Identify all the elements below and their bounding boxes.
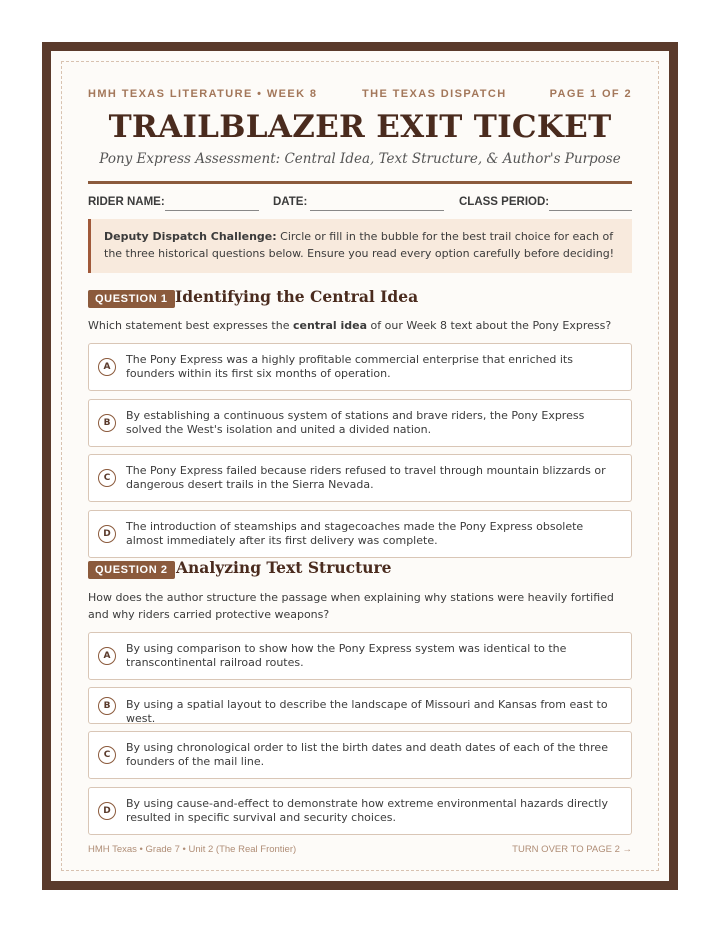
callout-text: Circle or fill in the bubble for the best trail choice for each of the three historical questions below. Ensure you read every option carefully before deciding! [104,230,615,260]
answer-bubble[interactable]: A [98,358,116,376]
question-1-title: Identifying the Central Idea [175,287,419,306]
question-1-badge: QUESTION 1 [88,290,175,308]
answer-bubble[interactable]: D [98,525,116,543]
question-1-option-a[interactable] [88,343,632,391]
question-2-header [88,560,632,582]
header-bar [88,88,632,102]
answer-bubble[interactable]: A [98,647,116,665]
date-field[interactable] [273,196,307,208]
page-frame [42,42,678,890]
page-subtitle: Pony Express Assessment: Central Idea, Text Structure, & Author's Purpose [99,151,621,167]
question-2-option-c[interactable] [88,731,632,779]
question-2-option-a[interactable] [88,632,632,680]
class-period-field[interactable] [459,196,549,208]
instructions-callout [88,219,632,273]
question-1-option-d[interactable] [88,510,632,558]
option-text: The Pony Express was a highly profitable commercial enterprise that enriched its founders within its first six months of operation. [126,353,573,380]
rider-name-label: RIDER NAME: [88,196,165,208]
option-text: The Pony Express failed because riders refused to travel through mountain blizzards or dangerous desert trails in the Sierra Nevada. [126,464,606,491]
question-2-badge: QUESTION 2 [88,561,175,579]
student-info-fields [88,196,632,214]
class-period-label: CLASS PERIOD: [459,196,550,208]
class-period-line[interactable] [549,210,632,211]
answer-bubble[interactable]: C [98,746,116,764]
header-page-number: PAGE 1 OF 2 [549,88,632,100]
answer-bubble[interactable]: C [98,469,116,487]
answer-bubble[interactable]: D [98,802,116,820]
option-text: The introduction of steamships and stagecoaches made the Pony Express obsolete almost immediately after its first delivery was complete. [126,520,584,547]
page-footer [88,844,632,856]
page-title: TRAILBLAZER EXIT TICKET [108,109,612,145]
footer-turn-over: TURN OVER TO PAGE 2 → [512,844,632,855]
question-1-option-c[interactable] [88,454,632,502]
question-2-option-b[interactable] [88,687,632,724]
date-label: DATE: [273,196,308,208]
rider-name-field[interactable] [88,196,165,208]
option-text: By using comparison to show how the Pony Express system was identical to the transcontinental railroad routes. [126,642,567,669]
question-2-prompt: How does the author structure the passage when explaining why stations were heavily fortified and why riders carried protective weapons? [88,591,614,621]
footer-course-info: HMH Texas • Grade 7 • Unit 2 (The Real Frontier) [88,844,297,855]
answer-bubble[interactable]: B [98,697,116,715]
question-1-option-b[interactable] [88,399,632,447]
worksheet-page [51,51,669,881]
header-publication: THE TEXAS DISPATCH [362,88,507,100]
question-2-option-d[interactable] [88,787,632,835]
callout-lead: Deputy Dispatch Challenge: [104,230,277,243]
option-text: By establishing a continuous system of stations and brave riders, the Pony Express solved the West's isolation and united a divided nation. [126,409,585,436]
question-1-header [88,289,632,311]
question-2-title: Analyzing Text Structure [176,558,392,577]
option-text: By using a spatial layout to describe the landscape of Missouri and Kansas from east to west. [126,698,608,725]
option-text: By using chronological order to list the birth dates and death dates of each of the three founders of the mail line. [126,741,608,768]
option-text: By using cause-and-effect to demonstrate how extreme environmental hazards directly resulted in specific survival and security choices. [126,797,608,824]
rider-name-line[interactable] [165,210,259,211]
date-line[interactable] [310,210,444,211]
header-course: HMH TEXAS LITERATURE • WEEK 8 [88,88,318,100]
title-divider [88,181,632,184]
question-1-prompt: Which statement best expresses the central idea of our Week 8 text about the Pony Express? [88,319,612,332]
answer-bubble[interactable]: B [98,414,116,432]
